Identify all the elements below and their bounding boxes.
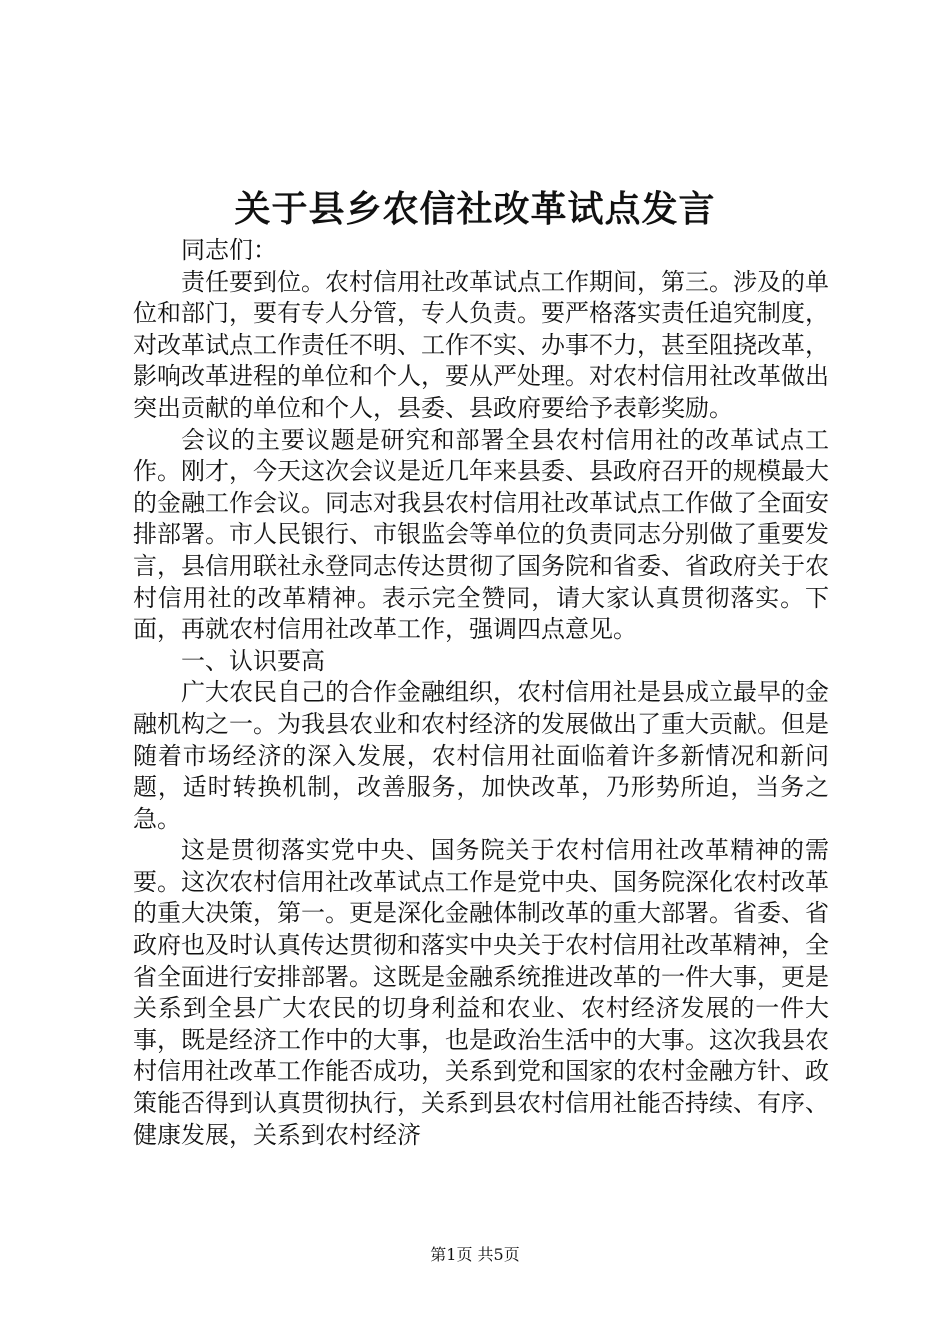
document-body <box>133 235 829 1151</box>
paragraph: 广大农民自己的合作金融组织，农村信用社是县成立最早的金融机构之一。为我县农业和农村经济的发展做出了重大贡献。但是随着市场经济的深入发展，农村信用社面临着许多新情况和新问题，适时转换机制，改善服务，加快改革，乃形势所迫，当务之急。 <box>133 678 829 833</box>
page-number-footer: 第1页 共5页 <box>430 1245 520 1264</box>
paragraph: 这是贯彻落实党中央、国务院关于农村信用社改革精神的需要。这次农村信用社改革试点工作是党中央、国务院深化农村改革的重大决策，第一。更是深化金融体制改革的重大部署。省委、省政府也及时认真传达贯彻和落实中央关于农村信用社改革精神，全省全面进行安排部署。这既是金融系统推进改革的一件大事，更是关系到全县广大农民的切身利益和农业、农村经济发展的一件大事，既是经济工作中的大事，也是政治生活中的大事。这次我县农村信用社改革工作能否成功，关系到党和国家的农村金融方针、政策能否得到认真贯彻执行，关系到县农村信用社能否持续、有序、健康发展，关系到农村经济 <box>133 836 829 1149</box>
section-heading: 一、认识要高 <box>181 646 325 675</box>
paragraph: 会议的主要议题是研究和部署全县农村信用社的改革试点工作。刚才，今天这次会议是近几年来县委、县政府召开的规模最大的金融工作会议。同志对我县农村信用社改革试点工作做了全面安排部署。市人民银行、市银监会等单位的负责同志分别做了重要发言，县信用联社永登同志传达贯彻了国务院和省委、省政府关于农村信用社的改革精神。表示完全赞同，请大家认真贯彻落实。下面，再就农村信用社改革工作，强调四点意见。 <box>133 425 829 644</box>
paragraph: 责任要到位。农村信用社改革试点工作期间，第三。涉及的单位和部门，要有专人分管，专人负责。要严格落实责任追究制度，对改革试点工作责任不明、工作不实、办事不力，甚至阻挠改革，影响改革进程的单位和个人，要从严处理。对农村信用社改革做出突出贡献的单位和个人，县委、县政府要给予表彰奖励。 <box>133 267 829 422</box>
page-title: 关于县乡农信社改革试点发言 <box>234 188 716 230</box>
salutation: 同志们： <box>181 236 277 264</box>
